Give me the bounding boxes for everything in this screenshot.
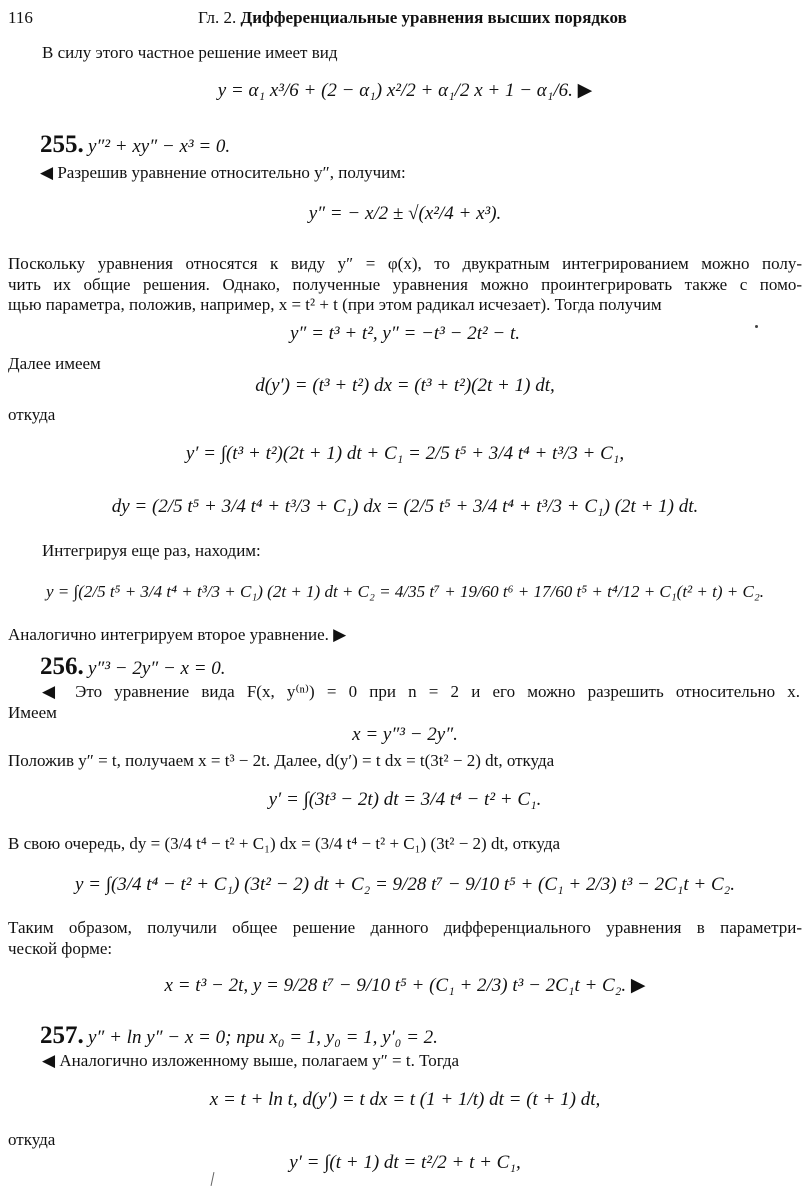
problem-255 bbox=[40, 130, 230, 160]
text-line: откуда bbox=[8, 405, 56, 424]
text-line: Поскольку уравнения относятся к виду y″ = φ(x), то двукратным интегрированием можно полу- bbox=[8, 254, 802, 273]
formula-line: x = t + ln t, d(y′) = t dx = t (1 + 1/t) dt = (t + 1) dt, bbox=[209, 1089, 601, 1110]
formula-line: y′ = ∫(t + 1) dt = t²/2 + t + C₁, bbox=[289, 1152, 521, 1173]
text-line: ◀ Это уравнение вида F(x, y⁽ⁿ⁾) = 0 при n = 2 и его можно разрешить относительно x. bbox=[42, 682, 800, 701]
problem-equation: y″³ − 2y″ − x = 0. bbox=[88, 658, 226, 679]
problem-equation: y″ + ln y″ − x = 0; при x₀ = 1, y₀ = 1, y′₀ = 2. bbox=[88, 1027, 438, 1048]
text-line: откуда bbox=[8, 1130, 56, 1149]
problem-257 bbox=[40, 1021, 438, 1051]
text-line: Далее имеем bbox=[8, 354, 101, 373]
formula-line: x = t³ − 2t, y = 9/28 t⁷ − 9/10 t⁵ + (C₁ + 2/3) t³ − 2C₁t + C₂. ▶ bbox=[164, 975, 646, 996]
chapter-title: Дифференциальные уравнения высших порядков bbox=[240, 8, 627, 27]
formula-line: y = α₁ x³/6 + (2 − α₁) x²/2 + α₁/2 x + 1 − α₁/6. ▶ bbox=[217, 80, 593, 101]
formula-line: d(y′) = (t³ + t²) dx = (t³ + t²)(2t + 1) dt, bbox=[255, 375, 555, 396]
text-line: Аналогично интегрируем второе уравнение. ▶ bbox=[8, 625, 347, 644]
problem-256 bbox=[40, 652, 226, 682]
scan-speck bbox=[755, 325, 758, 328]
formula-line: y′ = ∫(3t³ − 2t) dt = 3/4 t⁴ − t² + C₁. bbox=[268, 789, 542, 810]
running-head bbox=[198, 8, 627, 28]
problem-equation: y″² + xy″ − x³ = 0. bbox=[88, 136, 231, 157]
problem-number: 257. bbox=[40, 1022, 84, 1049]
formula-line: x = y″³ − 2y″. bbox=[352, 724, 458, 745]
formula-line: y″ = − x/2 ± √(x²/4 + x³). bbox=[308, 203, 502, 224]
page-number: 116 bbox=[8, 8, 33, 27]
text-line: ◀ Аналогично изложенному выше, полагаем y″ = t. Тогда bbox=[42, 1051, 460, 1070]
formula-line: dy = (2/5 t⁵ + 3/4 t⁴ + t³/3 + C₁) dx = (2/5 t⁵ + 3/4 t⁴ + t³/3 + C₁) (2t + 1) dt. bbox=[111, 496, 699, 517]
text-line: Положив y″ = t, получаем x = t³ − 2t. Далее, d(y′) = t dx = t(3t² − 2) dt, откуда bbox=[8, 751, 555, 770]
text-line: Таким образом, получили общее решение данного дифференциального уравнения в параметри- bbox=[8, 918, 802, 937]
formula-line: y = ∫(3/4 t⁴ − t² + C₁) (3t² − 2) dt + C₂ = 9/28 t⁷ − 9/10 t⁵ + (C₁ + 2/3) t³ − 2C₁t + C₂. bbox=[74, 874, 736, 895]
text-line: ческой форме: bbox=[8, 939, 113, 958]
text-line: В силу этого частное решение имеет вид bbox=[42, 43, 338, 62]
problem-number: 255. bbox=[40, 131, 84, 158]
text-line: В свою очередь, dy = (3/4 t⁴ − t² + C₁) dx = (3/4 t⁴ − t² + C₁) (3t² − 2) dt, откуда bbox=[8, 834, 561, 853]
text-line: ◀ Разрешив уравнение относительно y″, получим: bbox=[40, 163, 406, 182]
formula-line: y = ∫(2/5 t⁵ + 3/4 t⁴ + t³/3 + C₁) (2t + 1) dt + C₂ = 4/35 t⁷ + 19/60 t⁶ + 17/60 t⁵ + t⁴/12 + C₁(t² + t) + C₂. bbox=[46, 582, 764, 601]
formula-line: y′ = ∫(t³ + t²)(2t + 1) dt + C₁ = 2/5 t⁵ + 3/4 t⁴ + t³/3 + C₁, bbox=[185, 443, 625, 464]
problem-number: 256. bbox=[40, 653, 84, 680]
text-line: щью параметра, положив, например, x = t² + t (при этом радикал исчезает). Тогда получим bbox=[8, 295, 662, 314]
text-line: Интегрируя еще раз, находим: bbox=[42, 541, 261, 560]
text-line: чить их общие решения. Однако, полученные уравнения можно проинтегрировать также с помо- bbox=[8, 275, 802, 294]
text-line: Имеем bbox=[8, 703, 57, 722]
formula-line: y″ = t³ + t², y″ = −t³ − 2t² − t. bbox=[289, 323, 521, 344]
chapter-prefix: Гл. 2. bbox=[198, 8, 237, 27]
